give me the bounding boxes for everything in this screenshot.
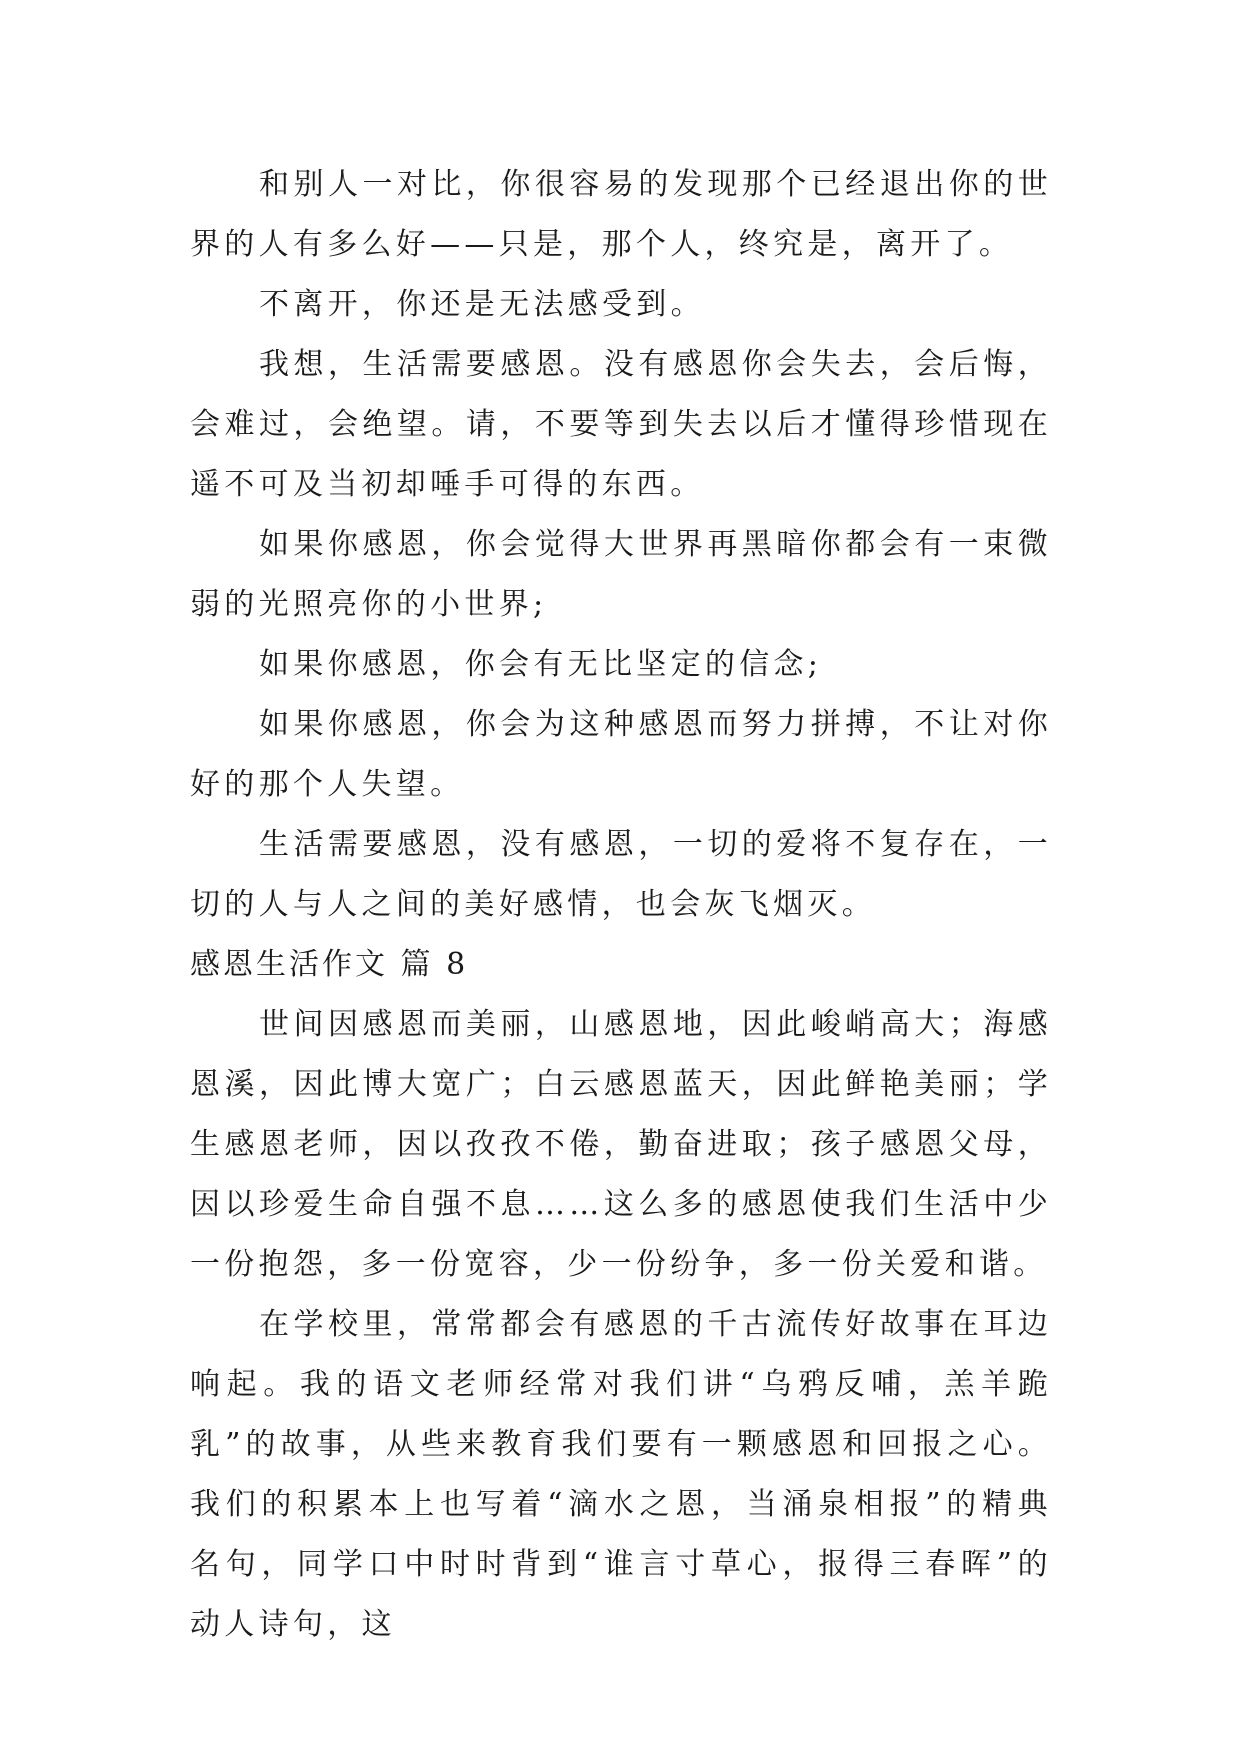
paragraph: 和别人一对比，你很容易的发现那个已经退出你的世界的人有多么好——只是，那个人，终究是，离开了。 <box>190 167 1052 262</box>
document-body <box>190 155 1052 1655</box>
paragraph: 如果你感恩，你会为这种感恩而努力拼搏，不让对你好的那个人失望。 <box>190 707 1052 802</box>
paragraph: 不离开，你还是无法感受到。 <box>259 287 705 322</box>
paragraph: 如果你感恩，你会觉得大世界再黑暗你都会有一束微弱的光照亮你的小世界; <box>190 527 1052 622</box>
paragraph: 如果你感恩，你会有无比坚定的信念; <box>259 647 823 682</box>
paragraph: 我想，生活需要感恩。没有感恩你会失去，会后悔，会难过，会绝望。请，不要等到失去以后才懂得珍惜现在遥不可及当初却唾手可得的东西。 <box>190 347 1052 502</box>
paragraph: 在学校里，常常都会有感恩的千古流传好故事在耳边响起。我的语文老师经常对我们讲“乌鸦反哺，羔羊跪乳”的故事，从些来教育我们要有一颗感恩和回报之心。我们的积累本上也写着“滴水之恩，当涌泉相报”的精典名句，同学口中时时背到“谁言寸草心，报得三春晖”的动人诗句，这 <box>190 1307 1052 1642</box>
paragraph: 世间因感恩而美丽，山感恩地，因此峻峭高大；海感恩溪，因此博大宽广；白云感恩蓝天，因此鲜艳美丽；学生感恩老师，因以孜孜不倦，勤奋进取；孩子感恩父母，因以珍爱生命自强不息……这么多的感恩使我们生活中少一份抱怨，多一份宽容，少一份纷争，多一份关爱和谐。 <box>190 1007 1052 1282</box>
section-heading: 感恩生活作文 篇 8 <box>190 947 469 982</box>
paragraph: 生活需要感恩，没有感恩，一切的爱将不复存在，一切的人与人之间的美好感情，也会灰飞烟灭。 <box>190 827 1052 922</box>
